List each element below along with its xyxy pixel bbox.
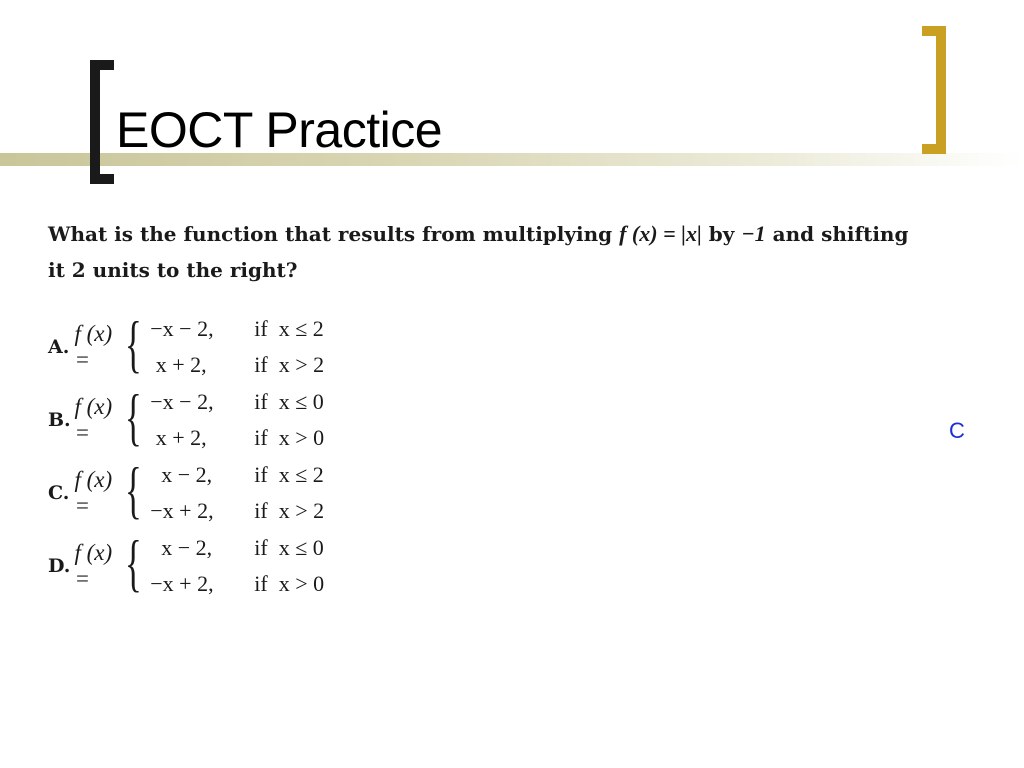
brace-symbol: { [124,454,142,525]
case-condition: if x ≤ 2 [254,316,324,341]
slide-title: EOCT Practice [116,102,442,158]
right-bracket-decoration [922,26,946,154]
question-part-3: and shifting it 2 units to the right? [48,222,909,282]
choice-letter: D. [48,555,71,577]
case-expression: x − 2, [150,535,213,560]
case-condition: if x ≤ 0 [254,389,324,414]
case-expression: −x − 2, [150,389,214,414]
piecewise-cases [150,384,324,456]
choice-letter: A. [48,336,70,358]
case-row [150,311,324,347]
choice-d [48,529,324,603]
brace-symbol: { [124,308,142,379]
case-row [150,384,324,420]
function-label: f (x) = [74,467,113,518]
function-label: f (x) = [74,540,113,591]
brace-symbol: { [124,381,142,452]
question-part-2: by [701,222,742,246]
case-expression: x + 2, [150,352,207,377]
case-row [150,457,324,493]
case-condition: if x ≤ 0 [254,535,324,560]
case-row [150,566,324,602]
case-expression: −x + 2, [150,571,214,596]
choice-a [48,310,324,384]
case-condition: if x > 2 [254,352,325,377]
piecewise-cases [150,311,324,383]
question-text [48,216,928,288]
case-expression: x + 2, [150,425,207,450]
case-row [150,493,324,529]
case-condition: if x > 2 [254,498,325,523]
left-bracket-decoration [90,60,114,184]
case-expression: −x + 2, [150,498,214,523]
case-row [150,347,324,383]
case-row [150,530,324,566]
case-condition: if x > 0 [254,425,325,450]
question-math-2: −1 [741,221,766,246]
piecewise-cases [150,457,324,529]
answer-text: C [949,418,965,443]
case-condition: if x > 0 [254,571,325,596]
choice-b [48,383,324,457]
case-row [150,420,324,456]
choice-letter: C. [48,482,70,504]
function-label: f (x) = [74,321,113,372]
question-math-1: f (x) = |x| [619,221,702,246]
choice-c [48,456,324,530]
piecewise-cases [150,530,324,602]
function-label: f (x) = [74,394,113,445]
choice-letter: B. [48,409,71,431]
question-part-1: What is the function that results from multiplying [48,222,620,246]
case-expression: x − 2, [150,462,213,487]
case-expression: −x − 2, [150,316,214,341]
case-condition: if x ≤ 2 [254,462,324,487]
brace-symbol: { [124,527,142,598]
